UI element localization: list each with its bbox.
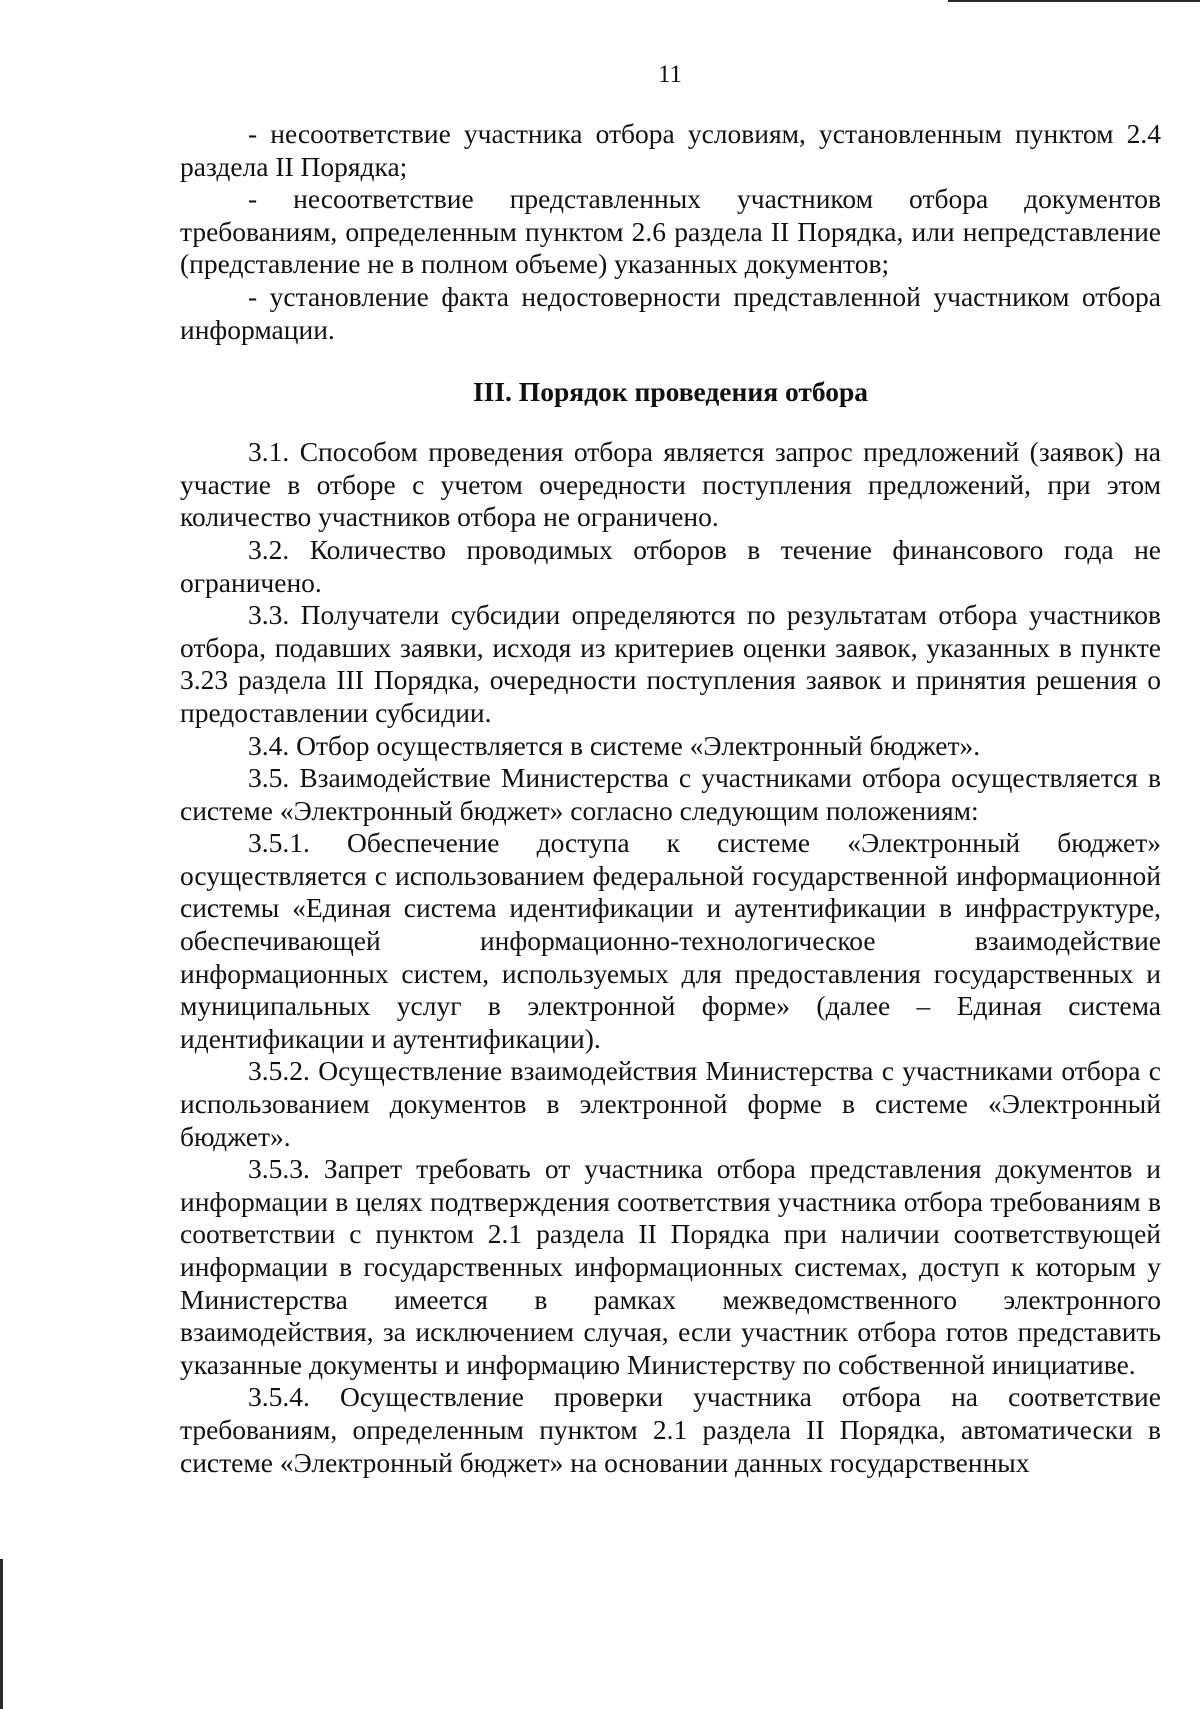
section-heading: III. Порядок проведения отбора bbox=[472, 376, 869, 408]
document-body bbox=[180, 118, 1161, 1479]
paragraph-3-5-4: 3.5.4. Осуществление проверки участника отбора на соответствие требованиям, определенным пунктом 2.1 раздела II Порядка, автоматически в системе «Электронный бюджет» на основании данных государственных bbox=[180, 1381, 1161, 1478]
paragraph-3-1: 3.1. Способом проведения отбора является запрос предложений (заявок) на участие в отборе с учетом очередности поступления предложений, при этом количество участников отбора не ограничено. bbox=[180, 436, 1161, 533]
paragraph-3-5: 3.5. Взаимодействие Министерства с участниками отбора осуществляется в системе «Электронный бюджет» согласно следующим положениям: bbox=[180, 762, 1161, 826]
paragraph-3-4: 3.4. Отбор осуществляется в системе «Электронный бюджет». bbox=[248, 729, 981, 761]
page-number: 11 bbox=[657, 61, 683, 88]
paragraph-nonconformity-documents: - несоответствие представленных участником отбора документов требованиям, определенным пунктом 2.6 раздела II Порядка, или непредставление (представление не в полном объеме) указанных документов; bbox=[180, 183, 1161, 280]
paragraph-nonconformity-conditions: - несоответствие участника отбора условиям, установленным пунктом 2.4 раздела II Порядка; bbox=[180, 118, 1161, 182]
paragraph-3-5-1: 3.5.1. Обеспечение доступа к системе «Электронный бюджет» осуществляется с использованием федеральной государственной информационной системы «Единая система идентификации и аутентификации в инфраструктуре, обеспечивающей информационно-технологическое взаимодействие информационных систем, используемых для предоставления государственных и муниципальных услуг в электронной форме» (далее – Единая система идентификации и аутентификации). bbox=[180, 827, 1161, 1054]
scan-edge-top bbox=[948, 0, 1200, 2]
paragraph-3-5-3: 3.5.3. Запрет требовать от участника отбора представления документов и информации в целях подтверждения соответствия участника отбора требованиям в соответствии с пунктом 2.1 раздела II Порядка при наличии соответствующей информации в государственных информационных системах, доступ к которым у Министерства имеется в рамках межведомственного электронного взаимодействия, за исключением случая, если участник отбора готов представить указанные документы и информацию Министерству по собственной инициативе. bbox=[180, 1153, 1161, 1380]
paragraph-3-2: 3.2. Количество проводимых отборов в течение финансового года не ограничено. bbox=[180, 533, 1161, 598]
paragraph-3-3: 3.3. Получатели субсидии определяются по результатам отбора участников отбора, подавших заявки, исходя из критериев оценки заявок, указанных в пункте 3.23 раздела III Порядка, очередности поступления заявок и принятия решения о предоставлении субсидии. bbox=[180, 599, 1161, 728]
paragraph-false-information: - установление факта недостоверности представленной участником отбора информации. bbox=[180, 280, 1161, 345]
paragraph-3-5-2: 3.5.2. Осуществление взаимодействия Министерства с участниками отбора с использованием документов в электронной форме в системе «Электронный бюджет». bbox=[180, 1055, 1161, 1152]
scan-edge-left bbox=[0, 1559, 3, 1709]
